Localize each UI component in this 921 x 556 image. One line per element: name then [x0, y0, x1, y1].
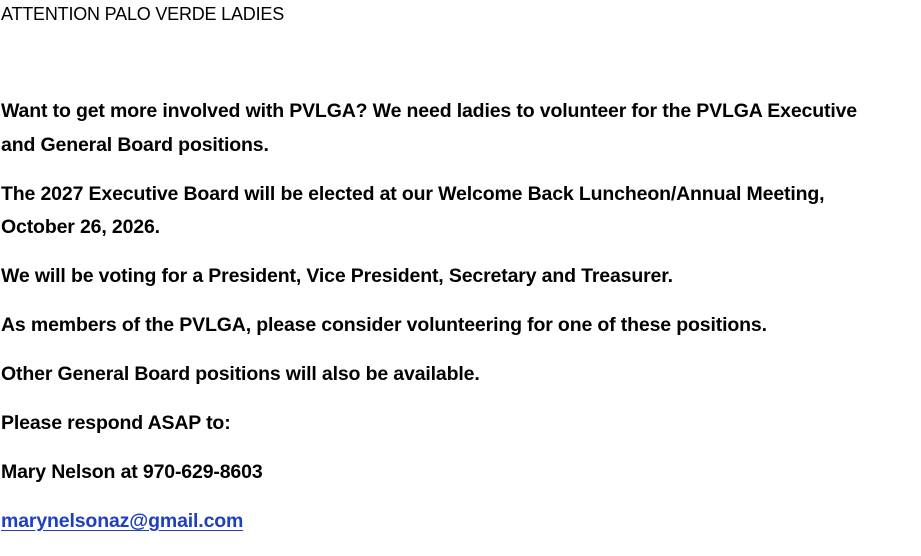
respond-paragraph: Please respond ASAP to:: [1, 412, 231, 434]
email-paragraph: [1, 505, 243, 538]
email-link[interactable]: marynelsonaz@gmail.com: [1, 510, 244, 532]
election-paragraph-line-2: October 26, 2026.: [1, 216, 160, 238]
election-paragraph-line-1: The 2027 Executive Board will be elected at our Welcome Back Luncheon/Annual Meeting,: [1, 183, 825, 205]
intro-paragraph-line-2: and General Board positions.: [1, 134, 269, 156]
document-title: ATTENTION PALO VERDE LADIES: [1, 4, 284, 24]
intro-paragraph-line-1: Want to get more involved with PVLGA? We need ladies to volunteer for the PVLGA Executive: [1, 100, 857, 122]
contact-paragraph: Mary Nelson at 970-629-8603: [1, 461, 263, 483]
voting-paragraph: We will be voting for a President, Vice President, Secretary and Treasurer.: [1, 265, 673, 287]
consider-paragraph: As members of the PVLGA, please consider volunteering for one of these positions.: [1, 314, 767, 336]
other-positions-paragraph: Other General Board positions will also be available.: [1, 363, 480, 385]
